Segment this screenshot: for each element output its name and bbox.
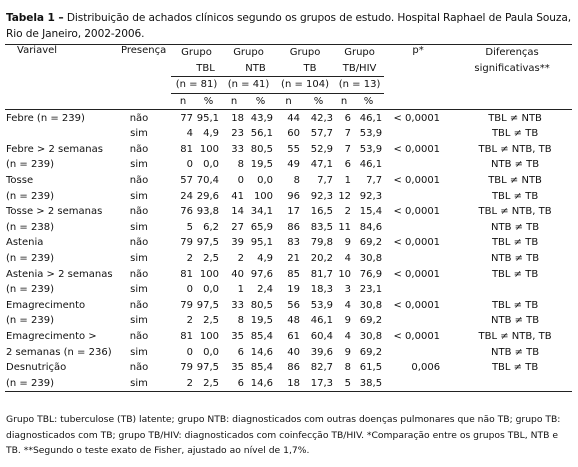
presence-cell: sim [130,190,148,202]
variable-cell: (n = 239) [6,284,54,296]
tbhiv-n-cell: 4 [344,330,352,342]
ntb-n-cell: 39 [231,237,245,249]
p-value-cell: < 0,0001 [393,112,441,124]
tbhiv-pct-cell: 53,9 [359,128,383,140]
ntb-n-cell: 23 [231,128,245,140]
ntb-pct-cell: 4,9 [257,253,274,265]
p-value-cell [384,313,452,329]
tbl-n-cell: 77 [180,112,193,124]
tb-n-cell: 21 [287,253,301,265]
presence-cell: sim [130,346,148,358]
difference-cell: NTB ≠ TB [490,159,540,171]
header-group-tb-l1: Grupo [275,45,335,61]
tbhiv-pct-cell: 53,9 [359,143,383,155]
table-row [5,157,572,173]
table-header [5,45,572,110]
tbl-pct-cell: 95,1 [196,112,220,124]
presence-cell: sim [121,375,171,391]
variable-cell: Emagrecimento [6,299,86,311]
tbhiv-n-cell: 12 [338,190,352,202]
tb-pct-cell: 53,9 [310,299,334,311]
tbl-pct-cell: 100 [199,143,220,155]
header-group-tbl-l2: TBL [196,62,215,74]
presence-cell: não [129,330,149,342]
tbl-n-cell: 2 [186,315,193,327]
ntb-pct-cell: 34,1 [250,206,274,218]
presence-cell: não [129,268,149,280]
difference-cell: TBL ≠ TB [491,128,539,140]
table-row [5,220,572,236]
tbl-n-cell: 79 [180,237,193,249]
header-group-tbl-count: (n = 81) [171,77,222,94]
tbl-n-cell: 79 [180,362,193,374]
presence-cell: sim [130,128,148,140]
difference-cell: TBL ≠ TB [491,190,539,202]
p-value-cell [384,220,452,236]
tb-n-cell: 49 [287,159,301,171]
tb-pct-cell: 81,7 [310,268,334,280]
tbhiv-pct-cell: 69,2 [359,346,383,358]
presence-cell: não [129,112,149,124]
variable-cell: Tosse > 2 semanas [6,206,103,218]
tb-pct-cell: 7,7 [317,175,334,187]
tbl-pct-cell: 93,8 [196,206,220,218]
ntb-pct-cell: 0,0 [257,175,274,187]
header-n: n [275,93,302,110]
tb-n-cell: 18 [275,375,302,391]
p-value-cell [384,375,452,391]
tb-pct-cell: 17,3 [302,375,335,391]
tb-n-cell: 56 [287,299,301,311]
variable-cell: Febre > 2 semanas [6,143,103,155]
presence-cell: não [129,362,149,374]
header-diff-l2: significativas** [474,63,550,75]
tbhiv-n-cell: 4 [344,253,352,265]
table-row [5,204,572,220]
tbhiv-n-cell: 10 [338,268,352,280]
ntb-n-cell: 0 [237,175,245,187]
p-value-cell: 0,006 [411,362,441,374]
ntb-pct-cell: 80,5 [250,299,274,311]
tbhiv-pct-cell: 7,7 [366,175,383,187]
ntb-pct-cell: 85,4 [250,362,274,374]
ntb-n-cell: 27 [231,221,245,233]
ntb-n-cell: 35 [231,330,245,342]
table-row [5,375,572,391]
ntb-pct-cell: 56,1 [250,128,274,140]
p-value-cell: < 0,0001 [393,143,441,155]
ntb-n-cell: 6 [222,375,246,391]
tbl-n-cell: 57 [180,175,193,187]
tbhiv-pct-cell: 76,9 [359,268,383,280]
header-n: n [335,93,353,110]
variable-cell: (n = 239) [5,375,121,391]
tbhiv-pct-cell: 69,2 [359,315,383,327]
tb-pct-cell: 42,3 [310,112,334,124]
table-row [5,173,572,189]
p-value-cell [384,188,452,204]
variable-cell: Tosse [6,175,34,187]
header-pct: % [246,93,275,110]
tb-pct-cell: 92,3 [310,190,334,202]
variable-cell: Astenia > 2 semanas [6,268,113,280]
tb-pct-cell: 18,3 [310,284,334,296]
table-row [5,329,572,345]
tb-pct-cell: 57,7 [310,128,334,140]
header-row-3 [5,77,572,94]
ntb-n-cell: 8 [237,315,245,327]
variable-cell: (n = 239) [6,253,54,265]
presence-cell: não [129,299,149,311]
difference-cell: TBL ≠ TB [491,362,539,374]
presence-cell: não [129,206,149,218]
ntb-n-cell: 33 [231,299,245,311]
table-row [5,313,572,329]
tbhiv-pct-cell: 38,5 [353,375,384,391]
ntb-n-cell: 40 [231,268,245,280]
tb-n-cell: 55 [287,143,301,155]
tbhiv-pct-cell: 92,3 [359,190,383,202]
tbl-pct-cell: 0,0 [203,346,220,358]
tbhiv-n-cell: 7 [344,128,352,140]
difference-cell: NTB ≠ TB [490,253,540,265]
ntb-n-cell: 1 [237,284,245,296]
tbl-n-cell: 0 [186,284,193,296]
p-value-cell: < 0,0001 [393,299,441,311]
p-value-cell [384,344,452,360]
table-row [5,188,572,204]
table-row [5,142,572,158]
tbhiv-pct-cell: 23,1 [359,284,383,296]
tbl-pct-cell: 70,4 [196,175,220,187]
tbhiv-pct-cell: 84,6 [359,221,383,233]
tbl-n-cell: 0 [186,346,193,358]
tbl-n-cell: 5 [186,221,193,233]
tbhiv-pct-cell: 46,1 [359,112,383,124]
presence-cell: sim [130,221,148,233]
tb-n-cell: 44 [287,112,301,124]
header-group-tbhiv-l2: TB/HIV [342,62,377,74]
tbhiv-n-cell: 4 [344,299,352,311]
tb-pct-cell: 60,4 [310,330,334,342]
p-value-cell [384,251,452,267]
tb-n-cell: 61 [287,330,301,342]
tbl-n-cell: 4 [186,128,193,140]
ntb-pct-cell: 100 [253,190,274,202]
ntb-pct-cell: 14,6 [250,346,274,358]
tb-n-cell: 17 [287,206,301,218]
p-value-cell [384,126,452,142]
tbl-pct-cell: 2,5 [203,315,220,327]
ntb-pct-cell: 95,1 [250,237,274,249]
ntb-n-cell: 33 [231,143,245,155]
p-value-cell: < 0,0001 [393,268,441,280]
tb-n-cell: 40 [287,346,301,358]
variable-cell: 2 semanas (n = 236) [6,346,112,358]
clinical-findings-table [5,44,572,392]
difference-cell: TBL ≠ NTB, TB [478,143,552,155]
header-n: n [222,93,246,110]
ntb-pct-cell: 14,6 [246,375,275,391]
caption-text: Distribuição de achados clínicos segundo os grupos de estudo. Hospital Raphael de Paula Souza, Rio de Janeiro, 2002-2006. [6,12,572,40]
ntb-pct-cell: 97,6 [250,268,274,280]
p-value-cell: < 0,0001 [393,175,441,187]
ntb-n-cell: 8 [237,159,245,171]
tbhiv-n-cell: 5 [335,375,353,391]
tbhiv-pct-cell: 61,5 [359,362,383,374]
tbhiv-pct-cell: 46,1 [359,159,383,171]
tbl-n-cell: 79 [180,299,193,311]
p-value-cell: < 0,0001 [393,206,441,218]
tbhiv-n-cell: 9 [344,315,352,327]
difference-cell: NTB ≠ TB [490,346,540,358]
tb-pct-cell: 46,1 [310,315,334,327]
tbl-pct-cell: 2,5 [195,375,222,391]
tbl-n-cell: 0 [186,159,193,171]
difference-cell: NTB ≠ TB [490,221,540,233]
tbhiv-n-cell: 3 [344,284,352,296]
presence-cell: sim [130,284,148,296]
header-group-tb-l2: TB [303,62,317,74]
tb-n-cell: 86 [287,362,301,374]
table-row [5,251,572,267]
tbhiv-n-cell: 8 [344,362,352,374]
ntb-pct-cell: 2,4 [257,284,274,296]
tb-pct-cell: 16,5 [310,206,334,218]
p-value-cell: < 0,0001 [393,237,441,249]
tbhiv-n-cell: 7 [344,143,352,155]
caption-label: Tabela 1 – [6,12,64,24]
presence-cell: sim [130,315,148,327]
table-row [5,110,572,126]
variable-cell: (n = 239) [6,159,54,171]
tbl-pct-cell: 0,0 [203,284,220,296]
variable-cell: Febre (n = 239) [6,112,85,124]
table-body [5,110,572,392]
tb-pct-cell: 39,6 [310,346,334,358]
header-n: n [171,93,195,110]
table-row [5,282,572,298]
tbl-pct-cell: 0,0 [203,159,220,171]
ntb-pct-cell: 80,5 [250,143,274,155]
table-footnote: Grupo TBL: tuberculose (TB) latente; grupo NTB: diagnosticados com outras doenças pulmonares que não TB; grupo TB: diagnosticados com TB; grupo TB/HIV: diagnosticados com coinfecção TB/HIV. *Comparação entre os grupos TBL, NTB e TB. **Segundo o teste exato de Fisher, ajustado ao nível de 1,7%. [6,414,561,456]
header-row-1 [5,45,572,61]
difference-cell: NTB ≠ TB [490,315,540,327]
tb-n-cell: 19 [287,284,301,296]
difference-cell: TBL ≠ TB [491,299,539,311]
tbl-n-cell: 81 [180,143,193,155]
header-group-tb-count: (n = 104) [275,77,335,94]
variable-cell: Emagrecimento > [6,330,97,342]
tb-pct-cell: 83,5 [310,221,334,233]
tbhiv-n-cell: 11 [338,221,352,233]
tb-n-cell: 60 [287,128,301,140]
ntb-pct-cell: 19,5 [250,159,274,171]
tbhiv-pct-cell: 15,4 [359,206,383,218]
difference-cell: TBL ≠ NTB [488,112,542,124]
tbl-pct-cell: 100 [199,268,220,280]
p-value-cell [384,282,452,298]
difference-cell: TBL ≠ TB [491,237,539,249]
table-row [5,235,572,251]
header-pct: % [302,93,335,110]
tbhiv-n-cell: 6 [344,112,352,124]
presence-cell: não [129,175,149,187]
tb-pct-cell: 79,8 [310,237,334,249]
variable-cell: (n = 239) [6,190,54,202]
table-row [5,266,572,282]
tbhiv-n-cell: 2 [344,206,352,218]
table-row [5,360,572,376]
tb-n-cell: 85 [287,268,301,280]
header-group-ntb-l1: Grupo [222,45,275,61]
tb-pct-cell: 47,1 [310,159,334,171]
ntb-n-cell: 2 [237,253,245,265]
tbl-pct-cell: 97,5 [196,362,220,374]
variable-cell: Desnutrição [6,362,67,374]
tbl-pct-cell: 2,5 [203,253,220,265]
tb-pct-cell: 82,7 [310,362,334,374]
variable-cell: (n = 239) [6,315,54,327]
table-row [5,344,572,360]
tbhiv-n-cell: 9 [344,346,352,358]
ntb-n-cell: 14 [231,206,245,218]
header-group-ntb-l2: NTB [245,62,266,74]
difference-cell [452,375,572,391]
tb-n-cell: 48 [287,315,301,327]
tbl-pct-cell: 100 [199,330,220,342]
ntb-pct-cell: 65,9 [250,221,274,233]
tbl-n-cell: 24 [180,190,193,202]
tb-pct-cell: 20,2 [310,253,334,265]
p-value-cell: < 0,0001 [393,330,441,342]
header-group-ntb-count: (n = 41) [222,77,275,94]
ntb-pct-cell: 43,9 [250,112,274,124]
variable-cell: Astenia [6,237,44,249]
presence-cell: não [129,143,149,155]
tbl-pct-cell: 29,6 [196,190,220,202]
difference-cell: TBL ≠ NTB, TB [478,206,552,218]
table-row [5,298,572,314]
variable-cell [5,126,121,142]
presence-cell: sim [130,159,148,171]
ntb-pct-cell: 19,5 [250,315,274,327]
p-value-cell [384,157,452,173]
header-pct: % [353,93,384,110]
tb-n-cell: 96 [287,190,301,202]
tb-n-cell: 86 [287,221,301,233]
header-group-tbl-l1: Grupo [171,45,222,61]
ntb-n-cell: 18 [231,112,245,124]
difference-cell: TBL ≠ TB [491,268,539,280]
difference-cell [452,282,572,298]
header-row-4 [5,93,572,110]
variable-cell: (n = 238) [6,221,54,233]
ntb-n-cell: 41 [231,190,245,202]
tbhiv-pct-cell: 30,8 [359,253,383,265]
header-group-tbhiv-l1: Grupo [335,45,384,61]
table-row [5,126,572,142]
tbl-n-cell: 2 [171,375,195,391]
ntb-pct-cell: 85,4 [250,330,274,342]
difference-cell: TBL ≠ NTB, TB [478,330,552,342]
tbl-n-cell: 76 [180,206,193,218]
tbhiv-pct-cell: 69,2 [359,237,383,249]
tb-n-cell: 83 [287,237,301,249]
header-variable: Variavel [5,45,121,77]
ntb-n-cell: 6 [237,346,245,358]
presence-cell: não [129,237,149,249]
tbhiv-n-cell: 1 [344,175,352,187]
tbl-n-cell: 81 [180,330,193,342]
tbl-n-cell: 81 [180,268,193,280]
table-caption [6,10,574,42]
tbl-pct-cell: 97,5 [196,299,220,311]
tb-pct-cell: 52,9 [310,143,334,155]
header-group-tbhiv-count: (n = 13) [335,77,384,94]
tbhiv-n-cell: 9 [344,237,352,249]
difference-cell: TBL ≠ NTB [488,175,542,187]
header-p: p* [384,45,452,77]
header-presence: Presença [121,45,171,77]
tbl-pct-cell: 4,9 [203,128,220,140]
tbl-pct-cell: 97,5 [196,237,220,249]
tbhiv-n-cell: 6 [344,159,352,171]
tbhiv-pct-cell: 30,8 [359,299,383,311]
header-diff-l1: Diferenças [452,45,572,61]
tb-n-cell: 8 [293,175,301,187]
tbhiv-pct-cell: 30,8 [359,330,383,342]
presence-cell: sim [130,253,148,265]
tbl-n-cell: 2 [186,253,193,265]
ntb-n-cell: 35 [231,362,245,374]
tbl-pct-cell: 6,2 [203,221,220,233]
header-pct: % [195,93,222,110]
